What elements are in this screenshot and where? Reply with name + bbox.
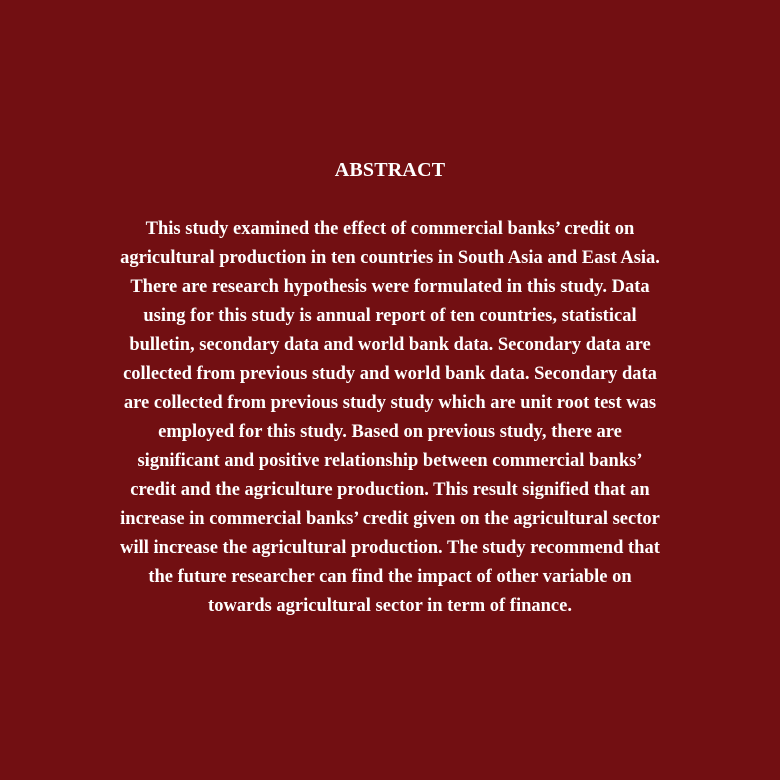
abstract-heading: ABSTRACT xyxy=(334,159,446,181)
abstract-line-9: significant and positive relationship between commercial banks’ xyxy=(137,451,643,471)
abstract-line-13: the future researcher can find the impact of other variable on xyxy=(148,567,632,587)
abstract-line-14: towards agricultural sector in term of finance. xyxy=(208,596,572,616)
abstract-line-4: using for this study is annual report of ten countries, statistical xyxy=(143,306,637,326)
abstract-line-12: will increase the agricultural production. The study recommend that xyxy=(120,538,660,558)
abstract-line-11: increase in commercial banks’ credit given on the agricultural sector xyxy=(120,509,660,529)
abstract-line-5: bulletin, secondary data and world bank data. Secondary data are xyxy=(129,335,651,355)
abstract-line-8: employed for this study. Based on previous study, there are xyxy=(158,422,622,442)
abstract-body xyxy=(40,215,740,621)
abstract-line-1: This study examined the effect of commercial banks’ credit on xyxy=(145,219,635,239)
abstract-line-2: agricultural production in ten countries in South Asia and East Asia. xyxy=(120,248,660,268)
abstract-line-10: credit and the agriculture production. This result signified that an xyxy=(130,480,650,500)
abstract-line-6: collected from previous study and world bank data. Secondary data xyxy=(123,364,657,384)
abstract-line-3: There are research hypothesis were formulated in this study. Data xyxy=(130,277,650,297)
abstract-line-7: are collected from previous study study which are unit root test was xyxy=(123,393,657,413)
